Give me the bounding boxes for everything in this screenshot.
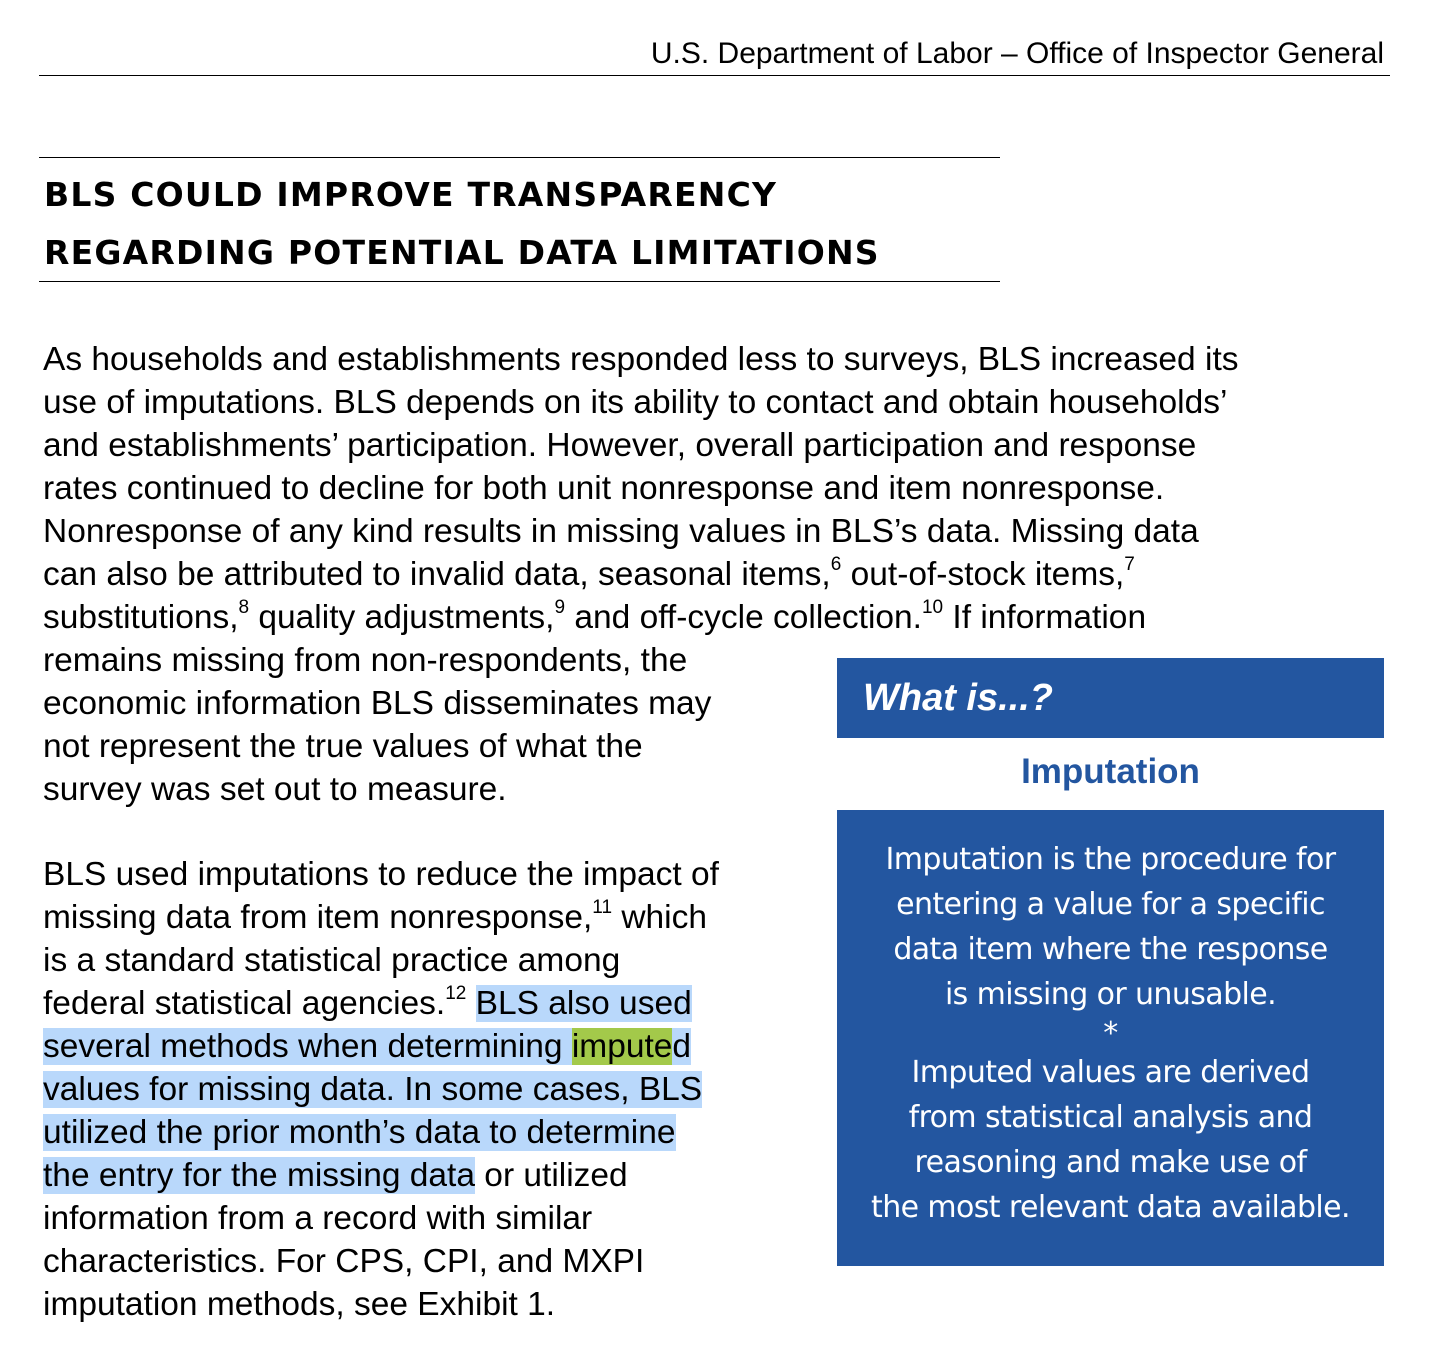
paragraph-2 xyxy=(43,853,719,1326)
paragraph-line xyxy=(43,1025,719,1068)
header-rule xyxy=(39,75,1390,76)
paragraph-1 xyxy=(43,338,1239,811)
highlighted-text[interactable]: the entry for the missing data xyxy=(43,1157,475,1194)
paragraph-line xyxy=(43,1111,719,1154)
section-title-line-2: REGARDING POTENTIAL DATA LIMITATIONS xyxy=(44,233,880,272)
highlighted-text[interactable]: values for missing data. In some cases, BLS xyxy=(43,1071,703,1108)
paragraph-line xyxy=(43,1068,719,1111)
definition-line: data item where the response xyxy=(893,932,1328,967)
footnote-ref-7[interactable]: 7 xyxy=(1124,554,1135,575)
highlighted-text[interactable]: d xyxy=(672,1028,692,1065)
paragraph-line: remains missing from non-respondents, the xyxy=(43,642,688,679)
note-line: reasoning and make use of xyxy=(914,1145,1307,1180)
section-title xyxy=(44,166,880,282)
note-line: from statistical analysis and xyxy=(908,1100,1313,1135)
paragraph-line: information from a record with similar xyxy=(43,1200,593,1237)
highlighted-text[interactable]: BLS also used xyxy=(475,985,692,1022)
text-run: can also be attributed to invalid data, seasonal items, xyxy=(43,556,831,593)
paragraph-line: economic information BLS disseminates may xyxy=(43,685,712,722)
paragraph-line: not represent the true values of what the xyxy=(43,728,643,765)
footnote-ref-10[interactable]: 10 xyxy=(921,597,944,618)
asterisk-separator: * xyxy=(1103,1016,1118,1051)
text-run: and off-cycle collection. xyxy=(565,599,922,636)
paragraph-line: survey was set out to measure. xyxy=(43,771,507,808)
footnote-ref-6[interactable]: 6 xyxy=(830,554,842,575)
paragraph-line: characteristics. For CPS, CPI, and MXPI xyxy=(43,1243,645,1280)
paragraph-line xyxy=(43,982,719,1025)
paragraph-line: rates continued to decline for both unit nonresponse and item nonresponse. xyxy=(43,470,1165,507)
note-line: the most relevant data available. xyxy=(871,1190,1350,1225)
title-bottom-rule xyxy=(39,281,1000,282)
highlighted-text[interactable]: utilized the prior month’s data to determine xyxy=(43,1114,676,1151)
text-run: missing data from item nonresponse, xyxy=(43,899,593,936)
sidebar-heading: What is...? xyxy=(837,658,1384,738)
paragraph-line xyxy=(43,896,719,939)
text-run: out-of-stock items, xyxy=(841,556,1125,593)
paragraph-line: As households and establishments responded less to surveys, BLS increased its xyxy=(43,341,1239,378)
paragraph-line: and establishments’ participation. However, overall participation and response xyxy=(43,427,1197,464)
page-header: U.S. Department of Labor – Office of Inspector General xyxy=(650,37,1384,70)
note-line: Imputed values are derived xyxy=(911,1055,1310,1090)
definition-line: Imputation is the procedure for xyxy=(885,842,1336,877)
text-run: quality adjustments, xyxy=(249,599,555,636)
definition-line: entering a value for a specific xyxy=(896,887,1325,922)
paragraph-line: Nonresponse of any kind results in missing values in BLS’s data. Missing data xyxy=(43,513,1199,550)
selected-word-highlight[interactable]: impute xyxy=(571,1028,673,1065)
paragraph-line xyxy=(43,1154,719,1197)
footnote-ref-9[interactable]: 9 xyxy=(554,597,566,618)
footnote-ref-8[interactable]: 8 xyxy=(238,597,250,618)
text-run: substitutions, xyxy=(43,599,239,636)
text-run: If information xyxy=(943,599,1147,636)
paragraph-line: is a standard statistical practice among xyxy=(43,942,621,979)
text-run: or utilized xyxy=(475,1157,628,1194)
title-top-rule xyxy=(39,157,1000,158)
text-run: federal statistical agencies. xyxy=(43,985,446,1022)
paragraph-line xyxy=(43,596,1239,639)
sidebar-definition-box xyxy=(837,810,1384,1266)
section-title-line-1: BLS COULD IMPROVE TRANSPARENCY xyxy=(44,175,778,214)
footnote-ref-11[interactable]: 11 xyxy=(592,897,613,918)
paragraph-line xyxy=(43,553,1239,596)
sidebar-term: Imputation xyxy=(1021,752,1200,791)
footnote-ref-12[interactable]: 12 xyxy=(445,983,467,1004)
definition-line: is missing or unusable. xyxy=(944,977,1277,1012)
paragraph-line: BLS used imputations to reduce the impact of xyxy=(43,856,719,893)
paragraph-line: imputation methods, see Exhibit 1. xyxy=(43,1286,556,1323)
paragraph-line: use of imputations. BLS depends on its ability to contact and obtain households’ xyxy=(43,384,1228,421)
highlighted-text[interactable]: several methods when determining xyxy=(43,1028,572,1065)
text-run: which xyxy=(612,899,707,936)
